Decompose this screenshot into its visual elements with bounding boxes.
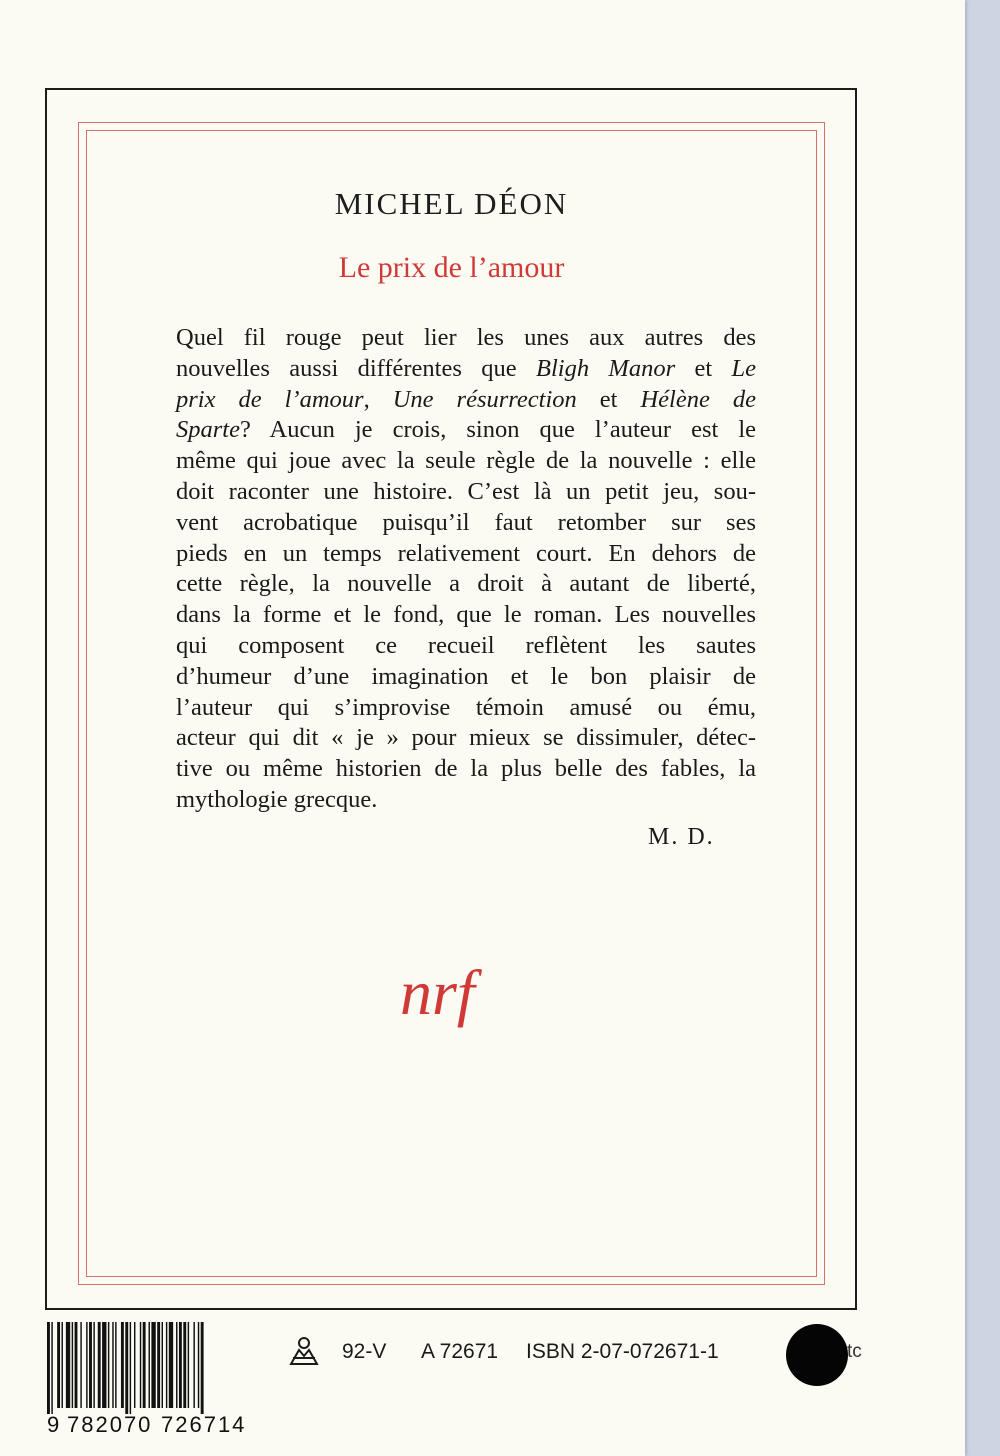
nrf-logo-text: nrf [400, 958, 475, 1028]
blurb-line [176, 477, 756, 508]
blurb-segment: Quel fil rouge peut lier les unes aux autres des [176, 324, 756, 351]
blurb-segment: et [675, 354, 732, 382]
blurb-signature: M. D. [648, 824, 715, 850]
barcode-bar [86, 1322, 87, 1408]
barcode-bar [108, 1322, 109, 1408]
blurb-line [176, 446, 756, 477]
blurb-line [176, 631, 756, 662]
blurb-line [176, 723, 756, 754]
blurb-line [176, 785, 756, 816]
blurb-italic-segment: Une résurrection [392, 385, 577, 413]
article-number: A 72671 [421, 1340, 499, 1363]
blurb-italic-segment: Le [731, 354, 756, 382]
barcode-bar [151, 1322, 155, 1408]
blurb-italic-segment: Bligh Manor [535, 354, 676, 382]
barcode-bar [75, 1322, 78, 1408]
blurb-segment: dans la forme et le fond, que le roman. Les nouvelles [176, 601, 756, 629]
blurb-line [176, 600, 756, 631]
author-name: MICHEL DÉON [334, 186, 569, 221]
nrf-logo [398, 958, 514, 1036]
barcode-bar [72, 1322, 73, 1408]
blurb-line [176, 693, 756, 724]
blurb-segment: pieds en un temps relativement court. En dehors de [176, 539, 756, 567]
barcode-bar [62, 1322, 63, 1408]
barcode-bar [198, 1322, 199, 1408]
barcode-bar [47, 1322, 50, 1414]
barcode-digits [47, 1412, 252, 1438]
blurb-segment: d’humeur d’une imagination et le bon plaisir de [176, 662, 756, 690]
blurb-line [176, 415, 756, 446]
blurb-segment: cette règle, la nouvelle a droit à autant de liberté, [176, 570, 756, 598]
barcode-bar [98, 1322, 101, 1408]
barcode-bar [166, 1322, 167, 1408]
blurb-line [176, 323, 756, 354]
blurb-segment: vent acrobatique puisqu’il faut retomber sur ses [176, 508, 756, 536]
blurb-segment: mythologie grecque. [176, 785, 378, 813]
barcode-bar [143, 1322, 146, 1408]
sticker-text: tc [847, 1341, 862, 1362]
blurb-line [176, 754, 756, 785]
barcode-bar [89, 1322, 92, 1408]
barcode-bar [201, 1322, 204, 1414]
barcode-bar [193, 1322, 194, 1408]
blurb-line [176, 539, 756, 570]
blurb-segment: , [363, 385, 393, 413]
publisher-mark-icon [287, 1336, 321, 1368]
barcode-bar [134, 1322, 135, 1408]
barcode-bar [183, 1322, 186, 1408]
blurb-italic-segment: Sparte [176, 416, 240, 444]
blurb-line [176, 569, 756, 600]
blurb-segment: ? Aucun je crois, sinon que l’auteur est le [239, 416, 756, 444]
barcode-bar [125, 1322, 128, 1414]
barcode-digits-left: 782070 [67, 1412, 153, 1437]
isbn-number: ISBN 2-07-072671-1 [526, 1340, 719, 1363]
barcode-bar [51, 1322, 52, 1414]
barcode-bar [169, 1322, 173, 1408]
barcode-bar [66, 1322, 70, 1408]
blurb-segment: acteur qui dit « je » pour mieux se dissimuler, détec- [176, 724, 756, 752]
blurb-segment: doit raconter une histoire. C’est là un petit jeu, sou- [176, 477, 756, 505]
barcode-bar [93, 1322, 94, 1408]
blurb-line [176, 385, 756, 416]
barcode-bar [179, 1322, 182, 1408]
book-title: Le prix de l’amour [338, 251, 565, 284]
blurb-segment: et [576, 385, 641, 413]
barcode-digits-right: 726714 [161, 1412, 247, 1437]
barcode-bar [80, 1322, 81, 1408]
barcode-bar [130, 1322, 131, 1414]
blurb-line [176, 662, 756, 693]
blurb-text [176, 323, 756, 816]
barcode-digit-prefix: 9 [47, 1412, 62, 1437]
barcode-bar [102, 1322, 106, 1408]
blurb-italic-segment: prix de l’amour [176, 385, 364, 413]
blurb-italic-segment: Hélène de [640, 385, 756, 413]
barcode-bar [115, 1322, 116, 1408]
blurb-segment: l’auteur qui s’improvise témoin amusé ou ému, [176, 693, 756, 721]
blurb-line [176, 354, 756, 385]
blurb-line [176, 508, 756, 539]
blurb-segment: tive ou même historien de la plus belle des fables, la [176, 755, 756, 783]
imprint-code: 92-V [342, 1340, 387, 1363]
barcode-bar [140, 1322, 141, 1408]
barcode-bar [57, 1322, 60, 1408]
barcode-bar [188, 1322, 189, 1408]
barcode-bar [121, 1322, 124, 1408]
blurb-segment: nouvelles aussi différentes que [176, 354, 536, 382]
barcode-bar [176, 1322, 177, 1408]
barcode-bar [149, 1322, 150, 1408]
barcode-bar [162, 1322, 163, 1408]
blurb-segment: qui composent ce recueil reflètent les sautes [176, 631, 756, 659]
barcode-bar [112, 1322, 113, 1408]
ean-barcode [47, 1322, 252, 1414]
barcode-bar [157, 1322, 160, 1408]
blurb-segment: même qui joue avec la seule règle de la nouvelle : elle [176, 447, 756, 475]
price-sticker-residue [786, 1324, 848, 1386]
